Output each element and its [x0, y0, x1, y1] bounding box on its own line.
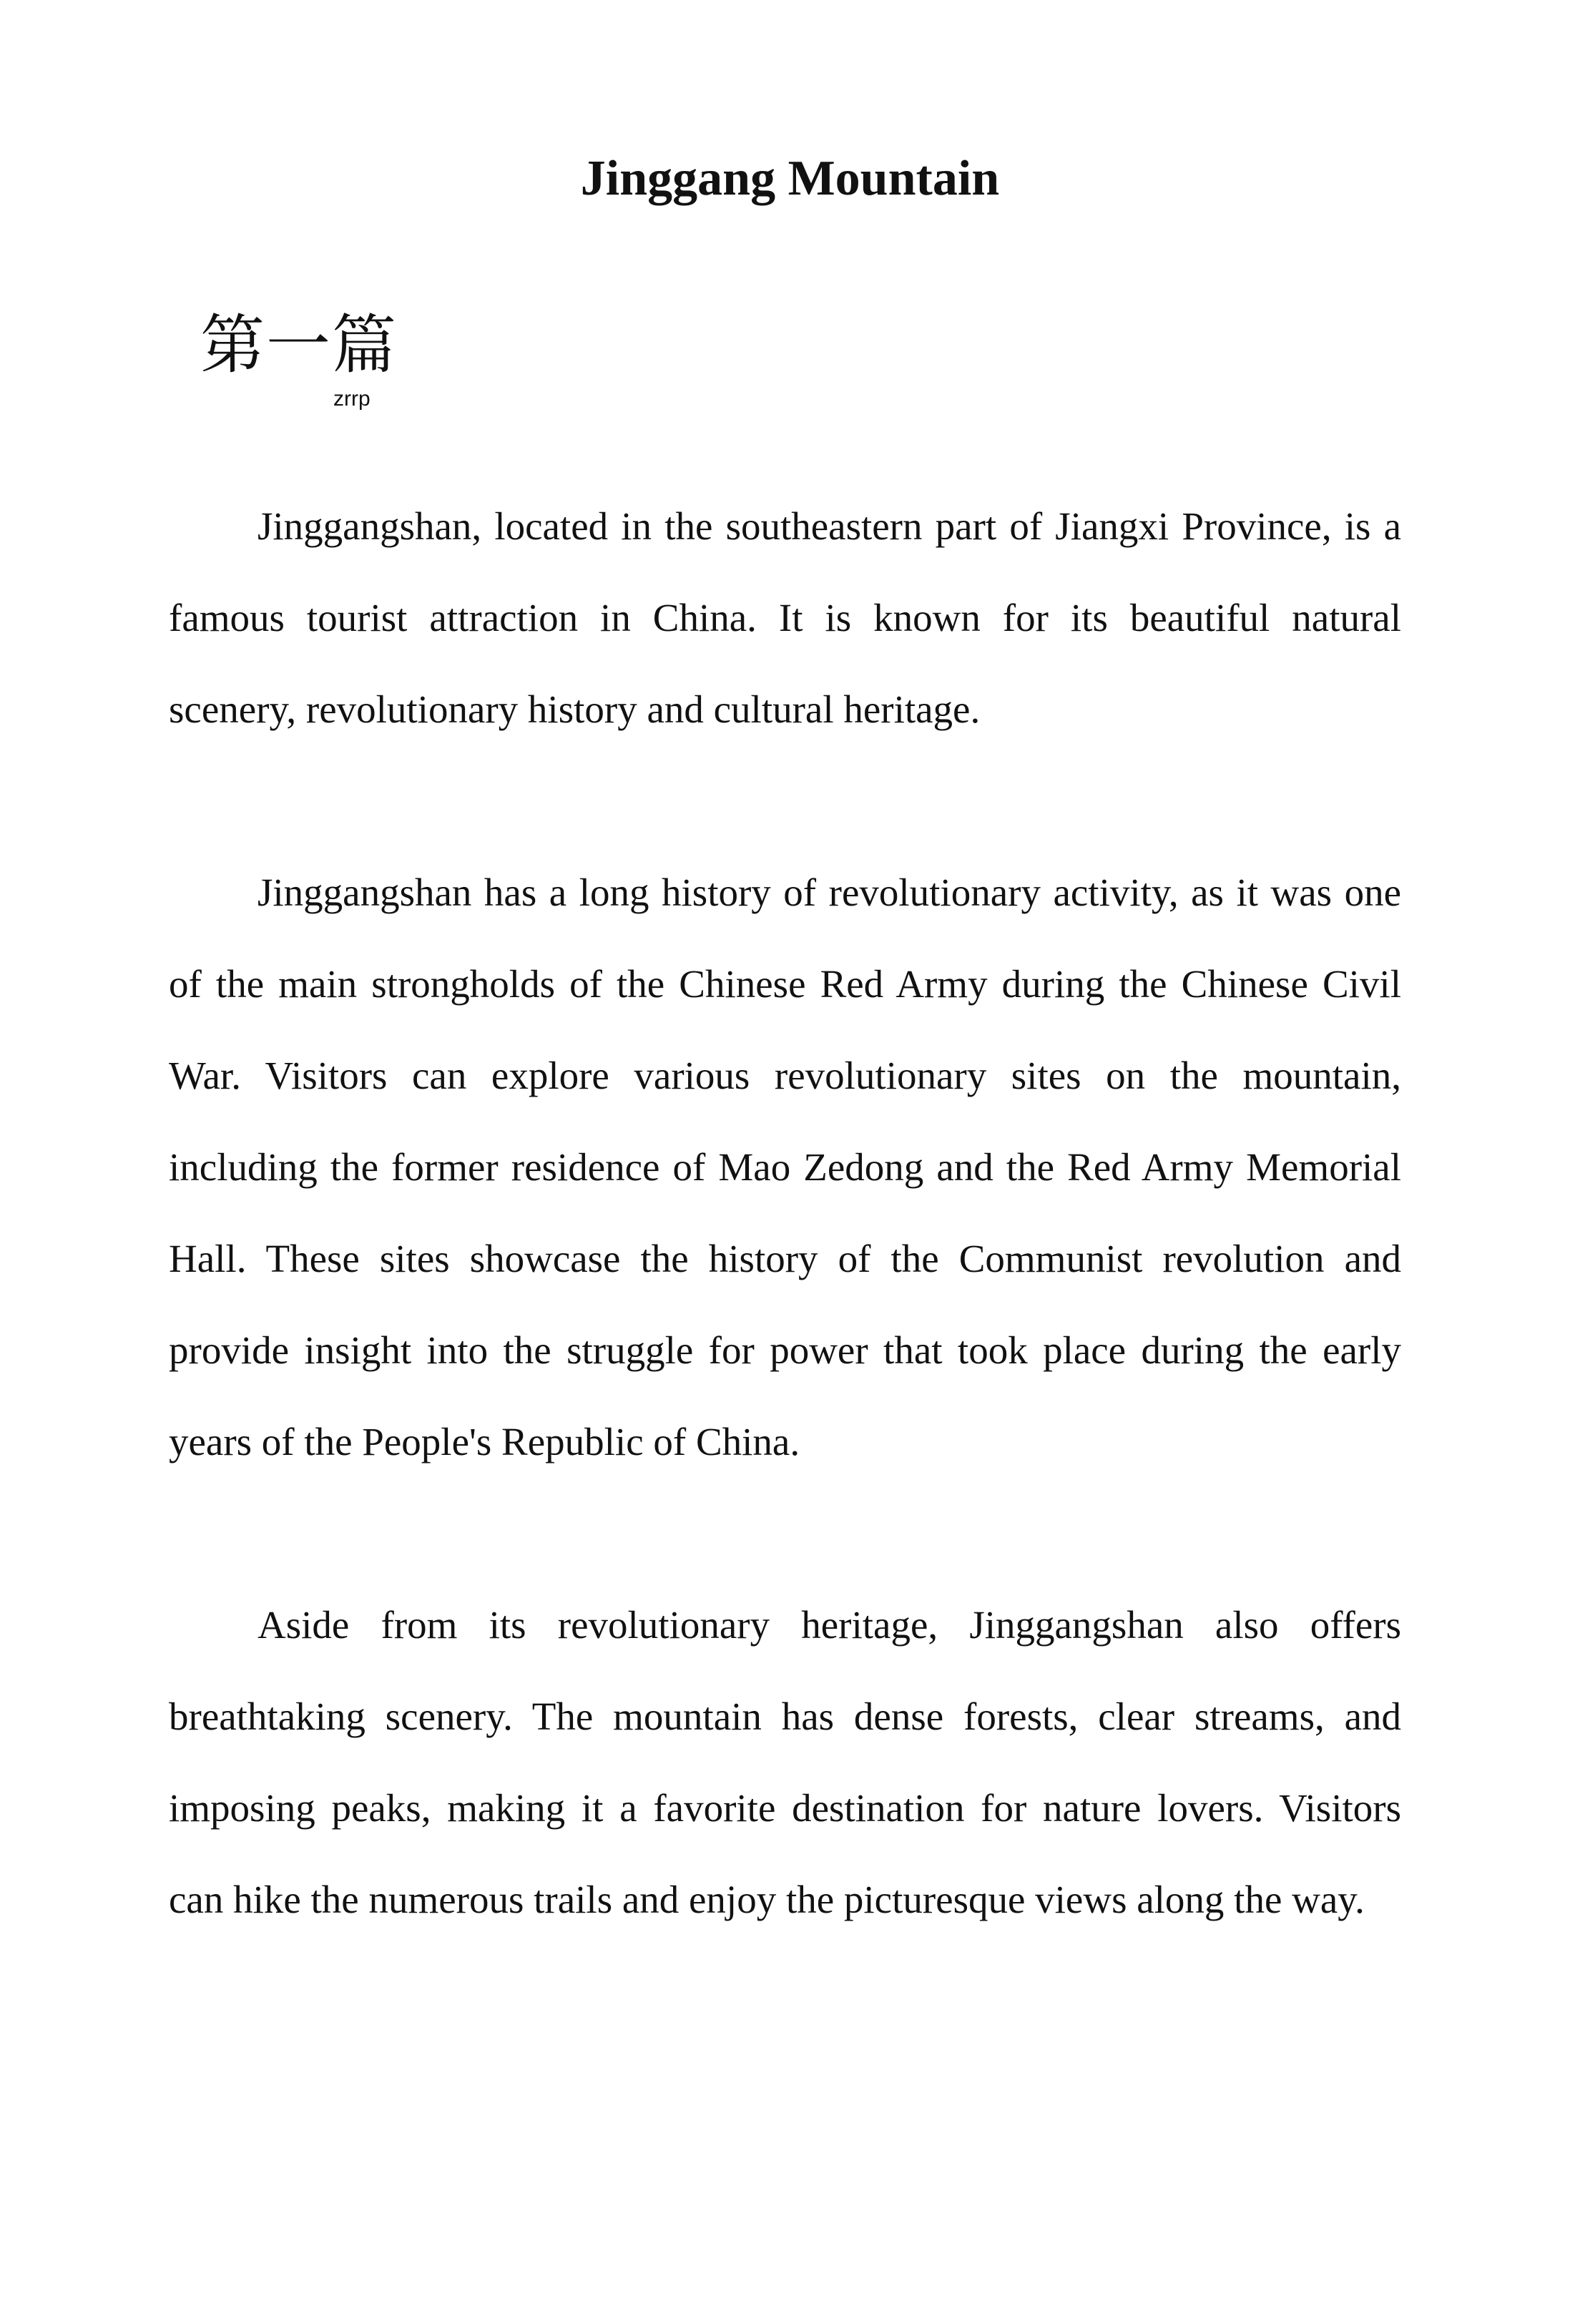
page-title: Jinggang Mountain	[580, 151, 1000, 206]
paragraph-history: Jinggangshan has a long history of revolutionary activity, as it was one of the main strongholds of the Chinese Red Army during the Chinese Civil War. Visitors can explore various revolutionary sites on the mountain, including the former residence of Mao Zedong and the Red Army Memorial Hall. These sites showcase the history of the Communist revolution and provide insight into the struggle for power that took place during the early years of the People's Republic of China.	[169, 871, 1401, 1463]
paragraph-intro: Jinggangshan, located in the southeastern part of Jiangxi Province, is a famous tourist attraction in China. It is known for its beautiful natural scenery, revolutionary history and cultural heritage.	[169, 504, 1401, 731]
chapter-subtext: zrrp	[333, 387, 371, 411]
chapter-heading: 第一篇	[200, 308, 398, 383]
paragraph-scenery: Aside from its revolutionary heritage, Jinggangshan also offers breathtaking scenery. The mountain has dense forests, clear streams, and imposing peaks, making it a favorite destination for nature lovers. Visitors can hike the numerous trails and enjoy the picturesque views along the way.	[169, 1603, 1401, 1921]
